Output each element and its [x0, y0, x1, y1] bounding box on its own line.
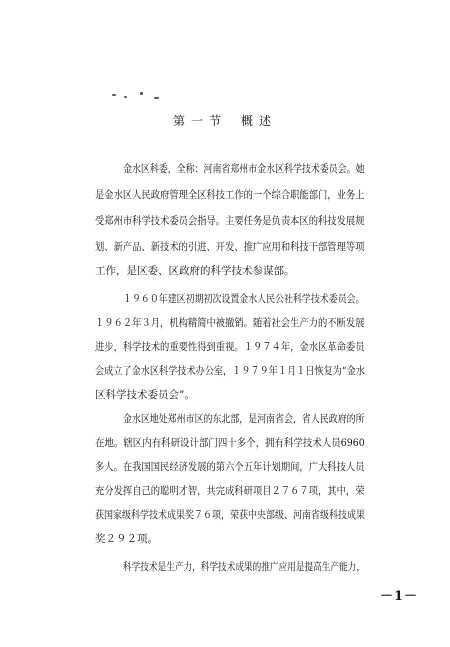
paragraph-line: 金水区科委，全称：河南省郑州市金水区科学技术委员会。她 [123, 163, 365, 175]
paragraph-line: 在地。辖区内有科研设计部门四十多个，拥有科学技术人员6960 [95, 437, 365, 449]
paragraph-line: 金水区地处郑州市区的东北部，是河南省会，省人民政府的所 [123, 413, 365, 425]
paragraph-line: １９６２年３月，机构精简中被撤销。随着社会生产力的不断发展 [95, 317, 365, 329]
paragraph-line: 获国家级科学技术成果奖７６项，荣获中央部级、河南省级科技成果 [95, 509, 365, 521]
paragraph-line: 科学技术是生产力，科学技术成果的推广应用是提高生产能力， [123, 561, 365, 573]
section-heading [0, 112, 450, 129]
paragraph-line: 奖２９２项。 [95, 533, 158, 545]
paragraph-line: 区科学技术委员会”。 [95, 389, 195, 401]
page-number: －1－ [380, 589, 419, 604]
paragraph-line: 工作，是区委、区政府的科学技术参谋部。 [95, 265, 295, 277]
paragraph-line: １９６０年建区初期初次设置金水人民公社科学技术委员会。 [123, 293, 365, 305]
scan-specks [110, 90, 170, 110]
paragraph-line: 会成立了金水区科学技术办公室，１９７９年１月１日恢复为“金水 [95, 365, 365, 377]
section-number: 第一节 [172, 114, 227, 128]
paragraph-line: 多人。在我国国民经济发展的第六个五年计划期间，广大科技人员 [95, 461, 365, 473]
paragraph-line: 充分发挥自己的聪明才智，共完成科研项目２７６７项，其中，荣 [95, 485, 365, 497]
paragraph-line: 划、新产品、新技术的引进、开发、推广应用和科技干部管理等项 [95, 241, 365, 253]
section-title: 概述 [241, 114, 278, 128]
paragraph-line: 是金水区人民政府管理全区科技工作的一个综合职能部门，业务上 [95, 189, 365, 201]
paragraph-line: 受郑州市科学技术委员会指导。主要任务是负责本区的科技发展规 [95, 215, 365, 227]
paragraph-line: 进步，科学技术的重要性得到重视。１９７４年，金水区革命委员 [95, 341, 365, 353]
